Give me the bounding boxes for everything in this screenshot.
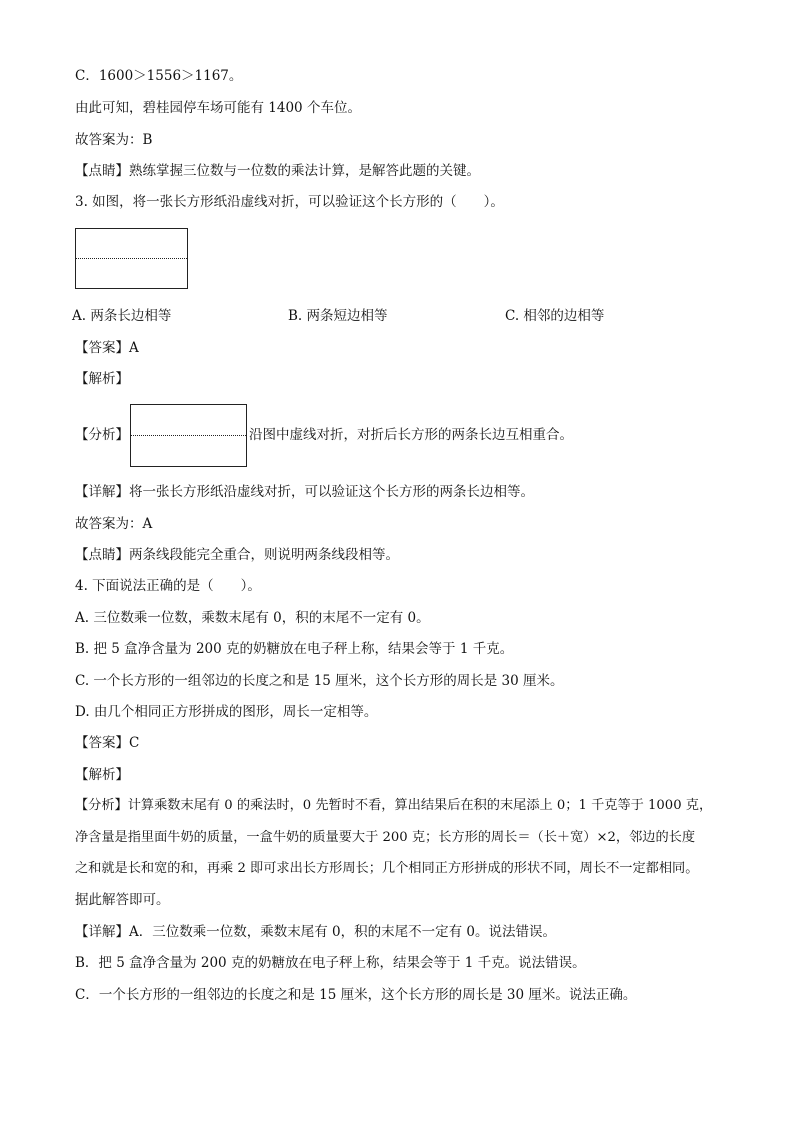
analysis-heading: 【分析】 xyxy=(75,427,129,443)
text-line: C．1600＞1556＞1167。 xyxy=(75,68,243,84)
analysis-text: 沿图中虚线对折，对折后长方形的两条长边互相重合。 xyxy=(249,427,573,443)
detail-line: 【详解】将一张长方形纸沿虚线对折，可以验证这个长方形的两条长边相等。 xyxy=(75,484,534,500)
analysis-text: 之和就是长和宽的和，再乘 2 即可求出长方形周长；几个相同正方形拼成的形状不同，周长不一定都相同。 xyxy=(75,861,699,876)
rectangle-figure-analysis xyxy=(130,404,247,467)
question-4: 4. 下面说法正确的是（ ）。 xyxy=(75,578,261,594)
analysis-label: 【解析】 xyxy=(75,371,129,387)
text-line: 由此可知，碧桂园停车场可能有 1400 个车位。 xyxy=(75,100,361,116)
option-b: B. 两条短边相等 xyxy=(288,308,388,324)
fold-dashed-line xyxy=(76,258,187,259)
analysis-text: 据此解答即可。 xyxy=(75,892,170,908)
tip-line: 【点睛】熟练掌握三位数与一位数的乘法计算，是解答此题的关键。 xyxy=(75,163,480,179)
option-d: D. 由几个相同正方形拼成的图形，周长一定相等。 xyxy=(75,704,378,720)
option-c: C. 一个长方形的一组邻边的长度之和是 15 厘米，这个长方形的周长是 30 厘米。 xyxy=(75,673,564,689)
option-b: B. 把 5 盒净含量为 200 克的奶糖放在电子秤上称，结果会等于 1 千克。 xyxy=(75,641,514,657)
option-a: A. 两条长边相等 xyxy=(72,308,172,324)
detail-line: B．把 5 盒净含量为 200 克的奶糖放在电子秤上称，结果会等于 1 千克。说法错误。 xyxy=(75,955,586,971)
result-line: 故答案为：A xyxy=(75,516,153,532)
detail-line: 【详解】A．三位数乘一位数，乘数末尾有 0，积的末尾不一定有 0。说法错误。 xyxy=(75,924,557,940)
detail-line: C．一个长方形的一组邻边的长度之和是 15 厘米，这个长方形的周长是 30 厘米。说法正确。 xyxy=(75,987,637,1003)
rectangle-figure xyxy=(75,228,188,289)
analysis-text: 【分析】计算乘数末尾有 0 的乘法时，0 先暂时不看，算出结果后在积的末尾添上 0；1 千克等于 1000 克， xyxy=(75,798,713,813)
tip-line: 【点睛】两条线段能完全重合，则说明两条线段相等。 xyxy=(75,547,399,563)
answer-label: 【答案】A xyxy=(75,340,139,356)
analysis-label: 【解析】 xyxy=(75,767,129,783)
analysis-text: 净含量是指里面牛奶的质量，一盒牛奶的质量要大于 200 克；长方形的周长＝（长＋宽）×2，邻边的长度 xyxy=(75,830,696,845)
option-c: C. 相邻的边相等 xyxy=(505,308,605,324)
fold-dashed-line xyxy=(131,435,246,436)
question-3: 3. 如图，将一张长方形纸沿虚线对折，可以验证这个长方形的（ ）。 xyxy=(75,194,504,210)
text-line: 故答案为：B xyxy=(75,132,153,148)
option-a: A. 三位数乘一位数，乘数末尾有 0，积的末尾不一定有 0。 xyxy=(75,610,430,626)
answer-label: 【答案】C xyxy=(75,735,140,751)
